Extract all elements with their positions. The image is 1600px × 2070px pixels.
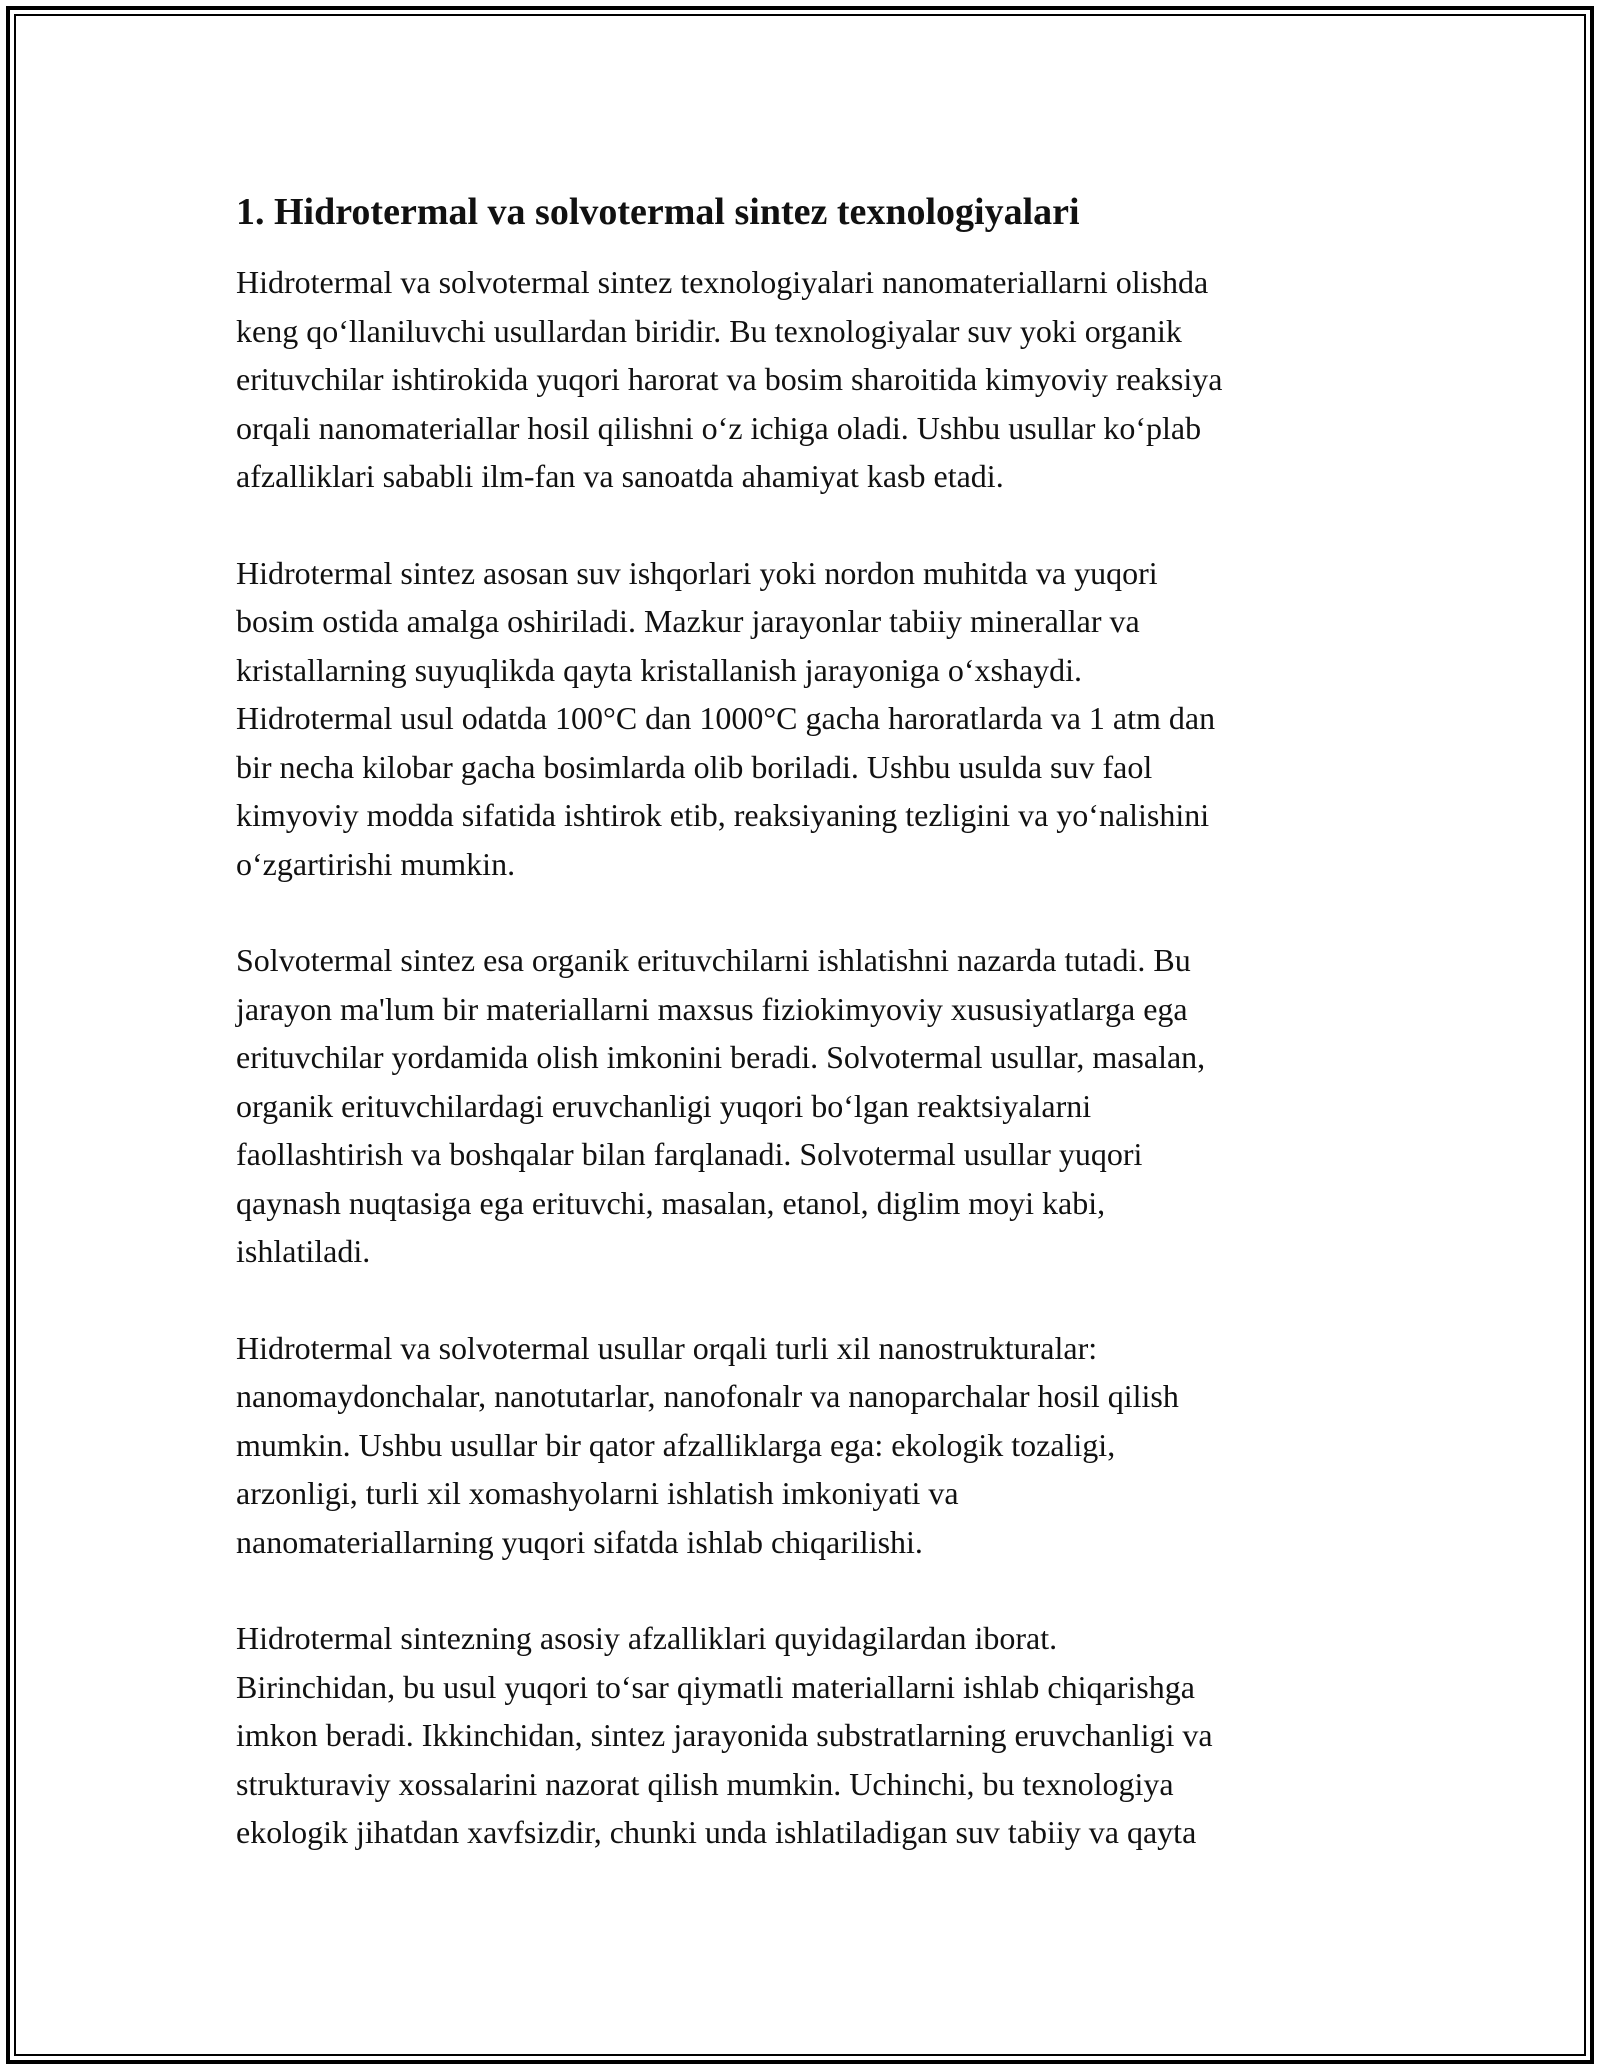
text-line: ekologik jihatdan xavfsizdir, chunki unda ishlatiladigan suv tabiiy va qayta: [236, 1814, 1197, 1850]
text-line: Hidrotermal va solvotermal sintez texnologiyalari nanomateriallarni olishda: [236, 264, 1209, 300]
text-line: bosim ostida amalga oshiriladi. Mazkur jarayonlar tabiiy minerallar va: [236, 603, 1140, 639]
text-line: Birinchidan, bu usul yuqori to‘sar qiymatli materiallarni ishlab chiqarishga: [236, 1668, 1195, 1705]
text-line: Hidrotermal sintez asosan suv ishqorlari yoki nordon muhitda va yuqori: [236, 554, 1158, 591]
text-line: Hidrotermal usul odatda 100°C dan 1000°C gacha haroratlarda va 1 atm dan: [236, 700, 1216, 736]
text-line: imkon beradi. Ikkinchidan, sintez jarayonida substratlarning eruvchanligi va: [236, 1717, 1213, 1753]
text-line: qaynash nuqtasiga ega erituvchi, masalan, etanol, diglim moyi kabi,: [236, 1184, 1106, 1221]
text-line: organik erituvchilardagi eruvchanligi yuqori bo‘lgan reaktsiyalarni: [236, 1087, 1092, 1124]
text-line: kristallarning suyuqlikda qayta kristallanish jarayoniga o‘xshaydi.: [236, 651, 1083, 688]
text-line: mumkin. Ushbu usullar bir qator afzalliklarga ega: ekologik tozaligi,: [236, 1426, 1116, 1463]
text-line: jarayon ma'lum bir materiallarni maxsus fiziokimyoviy xususiyatlarga ega: [236, 990, 1188, 1027]
text-line: arzonligi, turli xil xomashyolarni ishlatish imkoniyati va: [236, 1475, 959, 1511]
paragraph-3: [236, 936, 1376, 1276]
paragraph-1: [236, 258, 1376, 501]
text-line: erituvchilar yordamida olish imkonini beradi. Solvotermal usullar, masalan,: [236, 1039, 1206, 1075]
text-line: nanomateriallarning yuqori sifatda ishlab chiqarilishi.: [236, 1523, 923, 1560]
text-line: Hidrotermal va solvotermal usullar orqali turli xil nanostrukturalar:: [236, 1329, 1098, 1366]
text-line: Hidrotermal sintezning asosiy afzalliklari quyidagilardan iborat.: [236, 1620, 1058, 1656]
text-line: Solvotermal sintez esa organik erituvchilarni ishlatishni nazarda tutadi. Bu: [236, 942, 1191, 978]
text-line: o‘zgartirishi mumkin.: [236, 845, 516, 882]
text-line: keng qo‘llaniluvchi usullardan biridir. Bu texnologiyalar suv yoki organik: [236, 312, 1182, 349]
paragraph-5: [236, 1614, 1376, 1857]
paragraph-2: [236, 549, 1376, 889]
text-line: orqali nanomateriallar hosil qilishni o‘z ichiga oladi. Ushbu usullar ko‘plab: [236, 409, 1202, 446]
text-line: afzalliklari sababli ilm-fan va sanoatda ahamiyat kasb etadi.: [236, 458, 1004, 494]
text-line: kimyoviy modda sifatida ishtirok etib, reaksiyaning tezligini va yo‘nalishini: [236, 797, 1210, 833]
text-line: strukturaviy xossalarini nazorat qilish mumkin. Uchinchi, bu texnologiya: [236, 1765, 1174, 1802]
document-body: [236, 188, 1376, 1905]
text-line: faollashtirish va boshqalar bilan farqlanadi. Solvotermal usullar yuqori: [236, 1136, 1143, 1172]
text-line: ishlatiladi.: [236, 1233, 371, 1269]
text-line: bir necha kilobar gacha bosimlarda olib boriladi. Ushbu usulda suv faol: [236, 748, 1153, 785]
text-line: erituvchilar ishtirokida yuqori harorat va bosim sharoitida kimyoviy reaksiya: [236, 361, 1223, 397]
text-line: nanomaydonchalar, nanotutarlar, nanofonalr va nanoparchalar hosil qilish: [236, 1378, 1179, 1414]
paragraph-4: [236, 1324, 1376, 1567]
document-title: 1. Hidrotermal va solvotermal sintez texnologiyalari: [236, 191, 1080, 233]
